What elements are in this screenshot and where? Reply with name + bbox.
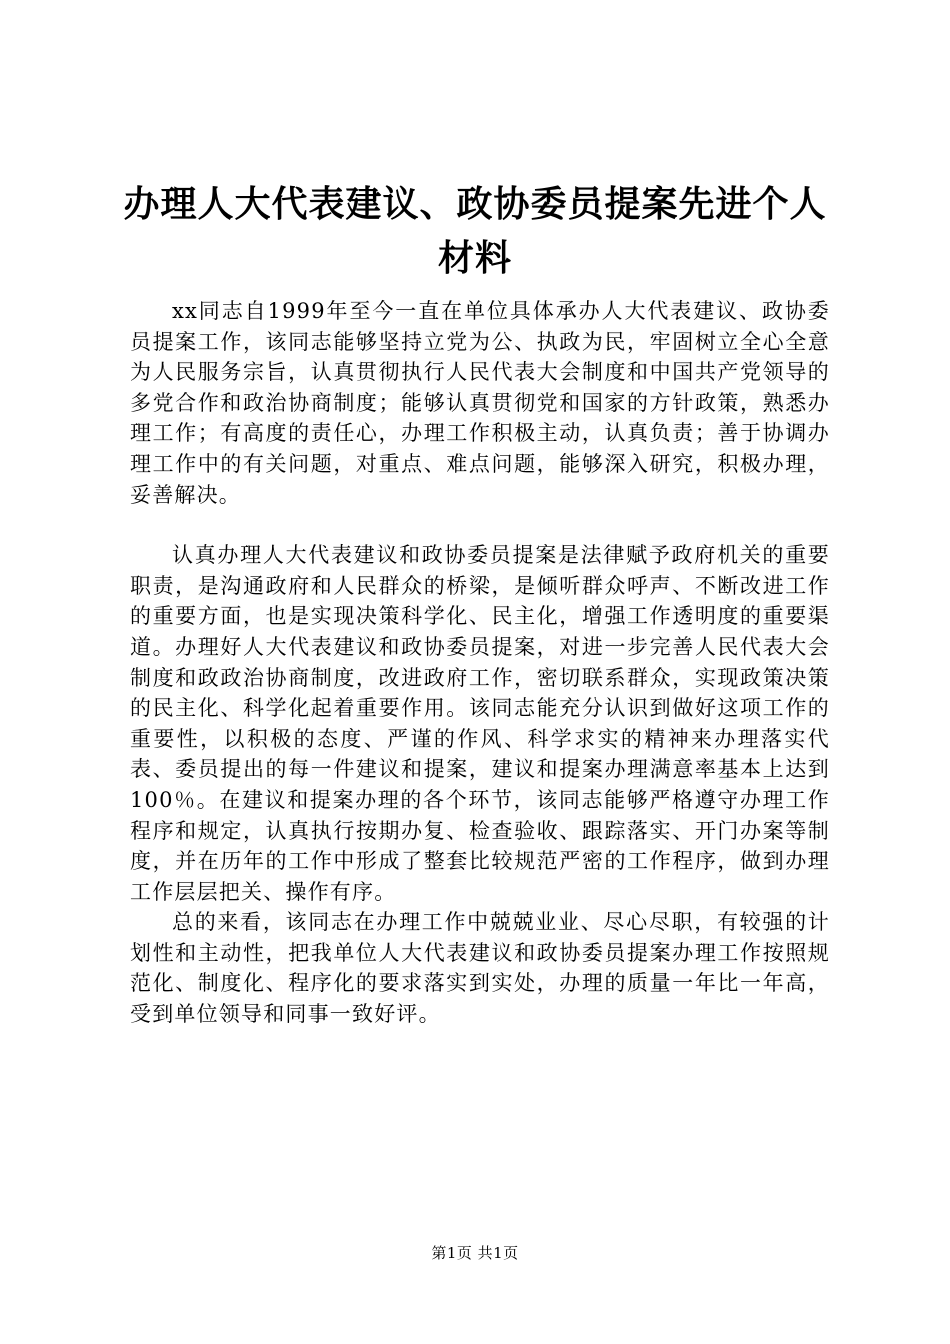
document-title: 办理人大代表建议、政协委员提案先进个人材料 — [123, 184, 827, 279]
paragraph-2: 认真办理人大代表建议和政协委员提案是法律赋予政府机关的重要职责，是沟通政府和人民群众的桥梁，是倾听群众呼声、不断改进工作的重要方面，也是实现决策科学化、民主化，增强工作透明度的重要渠道。办理好人大代表建议和政协委员提案，对进一步完善人民代表大会制度和政政治协商制度，改进政府工作，密切联系群众，实现政策决策的民主化、科学化起着重要作用。该同志能充分认识到做好这项工作的重要性，以积极的态度、严谨的作风、科学求实的精神来办理落实代表、委员提出的每一件建议和提案，建议和提案办理满意率基本上达到100％。在建议和提案办理的各个环节，该同志能够严格遵守办理工作程序和规定，认真执行按期办复、检查验收、跟踪落实、开门办案等制度，并在历年的工作中形成了整套比较规范严密的工作程序，做到办理工作层层把关、操作有序。 — [130, 543, 830, 904]
paragraph-3: 总的来看，该同志在办理工作中兢兢业业、尽心尽职，有较强的计划性和主动性，把我单位人大代表建议和政协委员提案办理工作按照规范化、制度化、程序化的要求落实到实处，办理的质量一年比一年高，受到单位领导和同事一致好评。 — [130, 910, 830, 1027]
page-number-footer: 第1页 共1页 — [431, 1244, 519, 1262]
paragraph-1: xx同志自1999年至今一直在单位具体承办人大代表建议、政协委员提案工作，该同志能够坚持立党为公、执政为民，牢固树立全心全意为人民服务宗旨，认真贯彻执行人民代表大会制度和中国共产党领导的多党合作和政治协商制度；能够认真贯彻党和国家的方针政策，熟悉办理工作；有高度的责任心，办理工作积极主动，认真负责；善于协调办理工作中的有关问题，对重点、难点问题，能够深入研究，积极办理，妥善解决。 — [130, 299, 830, 507]
document-body — [130, 296, 830, 1030]
